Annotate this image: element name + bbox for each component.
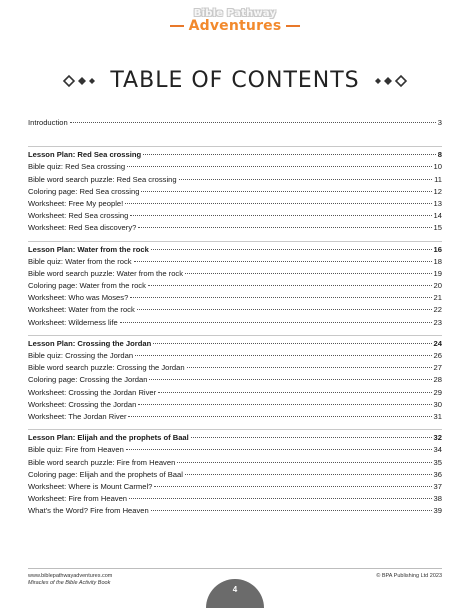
dot-leader xyxy=(154,486,431,487)
dot-leader xyxy=(130,215,431,216)
toc-entry-page: 29 xyxy=(433,387,442,397)
toc-section-label: Lesson Plan: Red Sea crossing xyxy=(28,150,142,160)
toc-entry-page: 31 xyxy=(433,411,442,421)
toc-entry[interactable] xyxy=(28,305,442,317)
toc-entry[interactable] xyxy=(28,494,442,506)
toc-entry-page: 18 xyxy=(433,256,442,266)
table-of-contents xyxy=(28,118,442,518)
toc-entry[interactable] xyxy=(28,162,442,174)
diamond-ornament-left-icon xyxy=(62,74,96,88)
toc-entry-label: Bible quiz: Water from the rock xyxy=(28,256,132,266)
toc-entry[interactable] xyxy=(28,211,442,223)
section-divider xyxy=(28,146,442,147)
toc-entry-page: 26 xyxy=(433,351,442,360)
toc-entry-page: 28 xyxy=(433,375,442,385)
dot-leader xyxy=(185,474,432,475)
toc-entry-page: 11 xyxy=(434,174,442,184)
toc-entry-label: Worksheet: Free My people! xyxy=(28,198,124,208)
toc-entry-label: Coloring page: Red Sea crossing xyxy=(28,186,140,196)
section-divider xyxy=(28,241,442,242)
toc-section-page: 8 xyxy=(437,150,442,160)
logo-dash-left xyxy=(170,25,184,27)
toc-entry-page: 15 xyxy=(433,223,442,233)
dot-leader xyxy=(179,179,433,180)
toc-entry-label: Worksheet: Wilderness life xyxy=(28,317,118,327)
footer-website-link[interactable]: www.biblepathwayadventures.com xyxy=(28,573,113,579)
toc-entry-page: 12 xyxy=(433,186,442,196)
dot-leader xyxy=(187,367,432,368)
toc-entry-label: Worksheet: Fire from Heaven xyxy=(28,494,128,504)
toc-entry[interactable] xyxy=(28,445,442,457)
toc-entry[interactable] xyxy=(28,293,442,305)
toc-entry-label: Introduction xyxy=(28,118,68,127)
toc-entry-page: 21 xyxy=(433,293,442,303)
toc-section-heading[interactable] xyxy=(28,433,442,445)
toc-section-page: 24 xyxy=(433,338,442,348)
section-divider xyxy=(28,429,442,430)
toc-entry-label: Worksheet: Where is Mount Carmel? xyxy=(28,481,153,491)
dot-leader xyxy=(141,191,431,192)
dot-leader xyxy=(158,392,431,393)
dot-leader xyxy=(134,261,432,262)
brand-logo xyxy=(0,8,470,34)
toc-entry[interactable] xyxy=(28,363,442,375)
toc-entry[interactable] xyxy=(28,269,442,281)
toc-entry-page: 10 xyxy=(433,162,442,172)
toc-entry-label: Worksheet: The Jordan River xyxy=(28,411,127,421)
toc-entry[interactable] xyxy=(28,458,442,470)
dot-leader xyxy=(135,355,431,356)
toc-entry-page: 22 xyxy=(433,305,442,315)
toc-section-heading[interactable] xyxy=(28,339,442,351)
toc-entry-label: Bible quiz: Red Sea crossing xyxy=(28,162,126,172)
toc-entry[interactable] xyxy=(28,351,442,363)
dot-leader xyxy=(185,273,432,274)
toc-section-heading[interactable] xyxy=(28,245,442,257)
toc-entry-label: Worksheet: Crossing the Jordan xyxy=(28,399,137,409)
toc-entry-page: 36 xyxy=(433,469,442,479)
toc-entry-page: 13 xyxy=(433,198,442,208)
title-row xyxy=(0,68,470,93)
toc-entry-label: Worksheet: Who was Moses? xyxy=(28,293,129,303)
toc-entry-introduction[interactable] xyxy=(28,118,442,130)
dot-leader xyxy=(137,309,432,310)
toc-section-label: Lesson Plan: Water from the rock xyxy=(28,244,149,254)
section-divider xyxy=(28,335,442,336)
toc-entry-label: Bible quiz: Fire from Heaven xyxy=(28,445,124,455)
toc-entry-label: Bible word search puzzle: Crossing the Jordan xyxy=(28,363,185,373)
toc-entry-page: 30 xyxy=(433,399,442,409)
toc-entry-label: Worksheet: Red Sea discovery? xyxy=(28,223,137,233)
dot-leader xyxy=(128,416,431,417)
page-number: 4 xyxy=(232,585,238,594)
toc-entry[interactable] xyxy=(28,223,442,235)
toc-entry-label: Coloring page: Crossing the Jordan xyxy=(28,375,148,385)
toc-entry[interactable] xyxy=(28,470,442,482)
toc-entry-page: 19 xyxy=(433,268,442,278)
toc-entry-label: What's the Word? Fire from Heaven xyxy=(28,506,149,516)
toc-section-label: Lesson Plan: Crossing the Jordan xyxy=(28,338,152,348)
dot-leader xyxy=(130,297,431,298)
toc-entry-page: 35 xyxy=(433,457,442,467)
toc-entry[interactable] xyxy=(28,506,442,518)
toc-entry-label: Bible word search puzzle: Water from the rock xyxy=(28,268,184,278)
dot-leader xyxy=(138,227,431,228)
diamond-ornament-right-icon xyxy=(374,74,408,88)
toc-entry[interactable] xyxy=(28,187,442,199)
toc-entry[interactable] xyxy=(28,375,442,387)
toc-entry-label: Coloring page: Elijah and the prophets of Baal xyxy=(28,469,183,479)
dot-leader xyxy=(151,510,432,511)
toc-entry[interactable] xyxy=(28,318,442,330)
dot-leader xyxy=(129,498,432,499)
toc-entry[interactable] xyxy=(28,175,442,187)
toc-entry[interactable] xyxy=(28,281,442,293)
toc-entry[interactable] xyxy=(28,400,442,412)
dot-leader xyxy=(120,322,432,323)
logo-dash-right xyxy=(286,25,300,27)
dot-leader xyxy=(70,122,436,123)
toc-entry-page: 20 xyxy=(433,281,442,291)
toc-entry-page: 34 xyxy=(433,445,442,455)
dot-leader xyxy=(127,166,431,167)
toc-entry[interactable] xyxy=(28,257,442,269)
toc-entry-label: Worksheet: Crossing the Jordan River xyxy=(28,387,157,397)
toc-section-label: Lesson Plan: Elijah and the prophets of Baal xyxy=(28,433,189,443)
dot-leader xyxy=(177,462,431,463)
page-title: TABLE OF CONTENTS xyxy=(110,68,360,93)
dot-leader xyxy=(153,343,431,344)
toc-entry-label: Bible word search puzzle: Fire from Heaven xyxy=(28,457,176,467)
footer-copyright: © BPA Publishing Ltd 2023 xyxy=(376,573,442,579)
toc-entry-page: 27 xyxy=(433,363,442,373)
footer-left xyxy=(28,573,112,587)
toc-entry-label: Worksheet: Water from the rock xyxy=(28,305,135,315)
toc-entry-label: Worksheet: Red Sea crossing xyxy=(28,211,129,221)
toc-entry[interactable] xyxy=(28,388,442,400)
dot-leader xyxy=(126,449,432,450)
toc-entry-page: 14 xyxy=(433,211,442,221)
toc-entry-page: 23 xyxy=(433,317,442,327)
toc-section-page: 16 xyxy=(433,244,442,254)
dot-leader xyxy=(191,437,432,438)
logo-line1: Bible Pathway xyxy=(193,8,277,19)
dot-leader xyxy=(148,285,432,286)
toc-entry-page: 39 xyxy=(433,506,442,516)
dot-leader xyxy=(143,154,436,155)
footer-divider xyxy=(28,568,442,569)
toc-entry[interactable] xyxy=(28,412,442,424)
footer-book-title: Miracles of the Bible Activity Book xyxy=(28,580,111,586)
toc-entry-label: Bible quiz: Crossing the Jordan xyxy=(28,351,134,360)
toc-section-heading[interactable] xyxy=(28,150,442,162)
toc-section-page: 32 xyxy=(433,433,442,443)
dot-leader xyxy=(125,203,431,204)
logo-line2: Adventures xyxy=(188,18,282,34)
toc-entry-page: 3 xyxy=(437,118,442,127)
dot-leader xyxy=(138,404,431,405)
toc-entry[interactable] xyxy=(28,482,442,494)
toc-entry-label: Coloring page: Water from the rock xyxy=(28,281,146,291)
toc-entry[interactable] xyxy=(28,199,442,211)
dot-leader xyxy=(151,249,432,250)
toc-entry-label: Bible word search puzzle: Red Sea crossing xyxy=(28,174,177,184)
dot-leader xyxy=(149,379,431,380)
toc-entry-page: 37 xyxy=(433,481,442,491)
toc-entry-page: 38 xyxy=(433,494,442,504)
